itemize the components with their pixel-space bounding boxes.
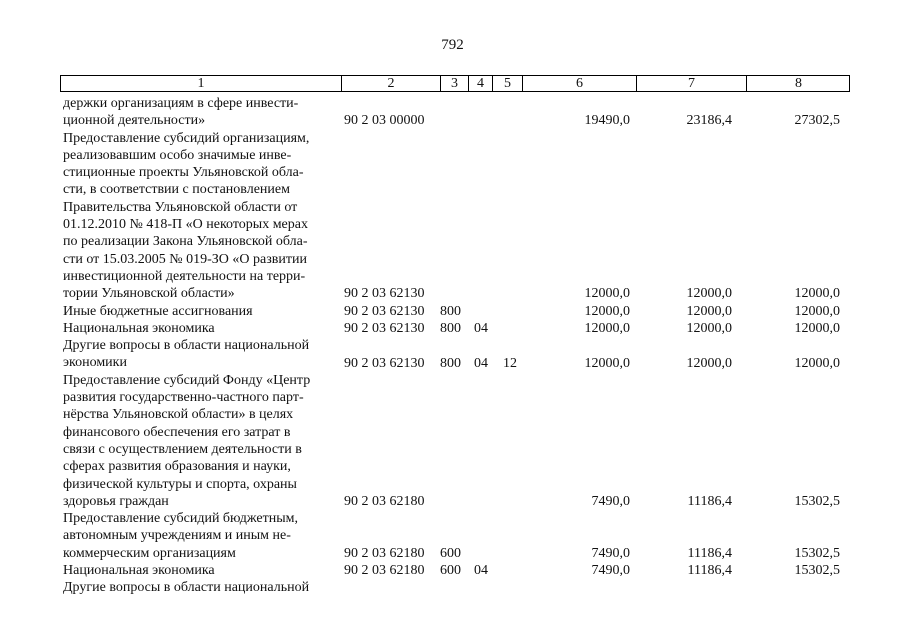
subsection-code: 12 [503,355,517,371]
kcsr-code: 90 2 03 62130 [344,286,425,302]
description-line: сферах развития образования и науки, [63,459,291,475]
value-col-6: 12000,0 [584,286,630,302]
kcsr-code: 90 2 03 62130 [344,355,425,371]
expense-type-code: 800 [440,303,461,319]
row-description [63,579,335,596]
description-line: по реализации Закона Ульяновской обла- [63,234,308,250]
value-col-8: 12000,0 [794,303,840,319]
description-line: финансового обеспечения его затрат в [63,424,291,440]
row-description [63,95,335,130]
description-line: экономики [63,355,127,371]
value-col-7: 12000,0 [686,286,732,302]
expense-type-code: 800 [440,355,461,371]
value-col-7: 11186,4 [687,563,732,579]
row-description [63,510,335,562]
description-line: реализовавшим особо значимые инве- [63,147,292,163]
row-description [63,372,335,510]
value-col-7: 12000,0 [686,320,732,336]
description-line: коммерческим организациям [63,545,236,561]
header-col-4: 4 [468,76,492,91]
kcsr-code: 90 2 03 62130 [344,303,425,319]
description-line: нёрства Ульяновской области» в целях [63,407,294,423]
value-col-6: 12000,0 [584,320,630,336]
description-line: здоровья граждан [63,493,169,509]
description-line: Предоставление субсидий организациям, [63,130,310,146]
description-line: стиционные проекты Ульяновской обла- [63,165,304,181]
header-col-2: 2 [341,76,440,91]
kcsr-code: 90 2 03 62180 [344,545,425,561]
row-description [63,337,335,372]
table-header [60,75,850,92]
description-line: 01.12.2010 № 418-П «О некоторых мерах [63,217,308,233]
description-line: сти, в соответствии с постановлением [63,182,290,198]
value-col-8: 27302,5 [794,113,840,129]
description-line: связи с осуществлением деятельности в [63,441,302,457]
row-description [63,130,335,303]
description-line: Другие вопросы в области национальной [63,338,310,354]
description-line: ционной деятельности» [63,113,206,129]
description-line: держки организациям в сфере инвести- [63,96,299,111]
description-line: Иные бюджетные ассигнования [63,303,253,319]
value-col-7: 12000,0 [686,303,732,319]
value-col-6: 7490,0 [591,563,630,579]
description-line: Другие вопросы в области национальной [63,580,310,596]
expense-type-code: 800 [440,320,461,336]
description-line: автономным учреждениям и иным не- [63,528,291,544]
header-col-1: 1 [197,76,205,91]
section-code: 04 [474,320,488,336]
description-line: инвестиционной деятельности на терри- [63,268,306,284]
header-col-3: 3 [440,76,468,91]
kcsr-code: 90 2 03 62180 [344,563,425,579]
header-col-6: 6 [522,76,636,91]
value-col-6: 19490,0 [584,113,630,129]
value-col-7: 23186,4 [686,113,732,129]
value-col-7: 11186,4 [687,545,732,561]
description-line: физической культуры и спорта, охраны [63,476,297,492]
row-description [63,562,335,579]
value-col-6: 12000,0 [584,303,630,319]
value-col-6: 12000,0 [584,355,630,371]
header-col-8: 8 [746,76,850,91]
expense-type-code: 600 [440,545,461,561]
value-col-8: 15302,5 [794,563,840,579]
kcsr-code: 90 2 03 62130 [344,320,425,336]
row-description [63,320,335,337]
description-line: развития государственно-частного парт- [63,390,304,406]
description-line: Правительства Ульяновской области от [63,199,298,215]
header-col-7: 7 [636,76,746,91]
header-col-5: 5 [492,76,522,91]
expense-type-code: 600 [440,563,461,579]
value-col-8: 12000,0 [794,320,840,336]
description-line: сти от 15.03.2005 № 019-ЗО «О развитии [63,251,307,267]
section-code: 04 [474,563,488,579]
kcsr-code: 90 2 03 00000 [344,113,425,129]
value-col-6: 7490,0 [591,493,630,509]
kcsr-code: 90 2 03 62180 [344,493,425,509]
value-col-8: 15302,5 [794,493,840,509]
description-line: Предоставление субсидий бюджетным, [63,511,299,527]
description-line: Предоставление субсидий Фонду «Центр [63,372,311,388]
section-code: 04 [474,355,488,371]
description-line: Национальная экономика [63,563,215,579]
value-col-8: 12000,0 [794,355,840,371]
value-col-6: 7490,0 [591,545,630,561]
row-description [63,303,335,320]
description-line: Национальная экономика [63,320,215,336]
page-number: 792 [441,37,464,53]
value-col-8: 15302,5 [794,545,840,561]
value-col-8: 12000,0 [794,286,840,302]
description-line: тории Ульяновской области» [63,286,235,302]
value-col-7: 11186,4 [687,493,732,509]
value-col-7: 12000,0 [686,355,732,371]
